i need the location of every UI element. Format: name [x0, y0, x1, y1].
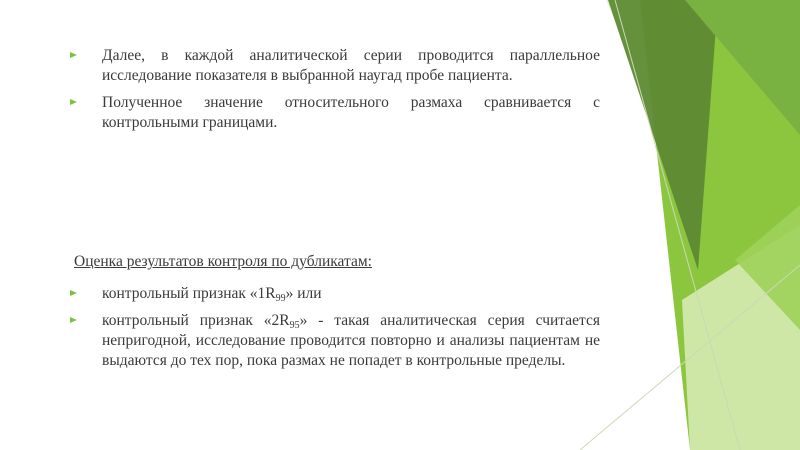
bullet-text [102, 284, 600, 304]
bullet-arrow-icon [70, 99, 77, 105]
rule-suffix: » или [285, 285, 322, 302]
bullet-text: Полученное значение относительного размаха сравнивается с контрольными границами. [102, 94, 600, 131]
bullet-item [70, 284, 600, 304]
bullet-arrow-icon [70, 317, 77, 323]
bullet-item [70, 311, 600, 371]
bullet-arrow-icon [70, 290, 77, 296]
rule-suffix: » - такая аналитическая серия считается непригодной, исследование проводится повторно и анализы пациентам не выдаются до тех пор, пока размах не попадет в контрольные пределы. [102, 312, 600, 369]
rule-bullet-list [70, 284, 600, 378]
bullet-item [70, 46, 600, 86]
bullet-arrow-icon [70, 52, 77, 58]
intro-bullet-list [70, 46, 600, 140]
rule-prefix: контрольный признак «2R [102, 312, 290, 329]
bullet-text: Далее, в каждой аналитической серии проводится параллельное исследование показателя в выбранной наугад пробе пациента. [102, 47, 600, 84]
bullet-item [70, 93, 600, 133]
section-heading: Оценка результатов контроля по дубликатам: [74, 253, 372, 270]
rule-prefix: контрольный признак «1R [102, 285, 276, 302]
bullet-text [102, 311, 600, 371]
rule-subscript: 99 [275, 293, 286, 304]
rule-subscript: 95 [289, 320, 300, 331]
